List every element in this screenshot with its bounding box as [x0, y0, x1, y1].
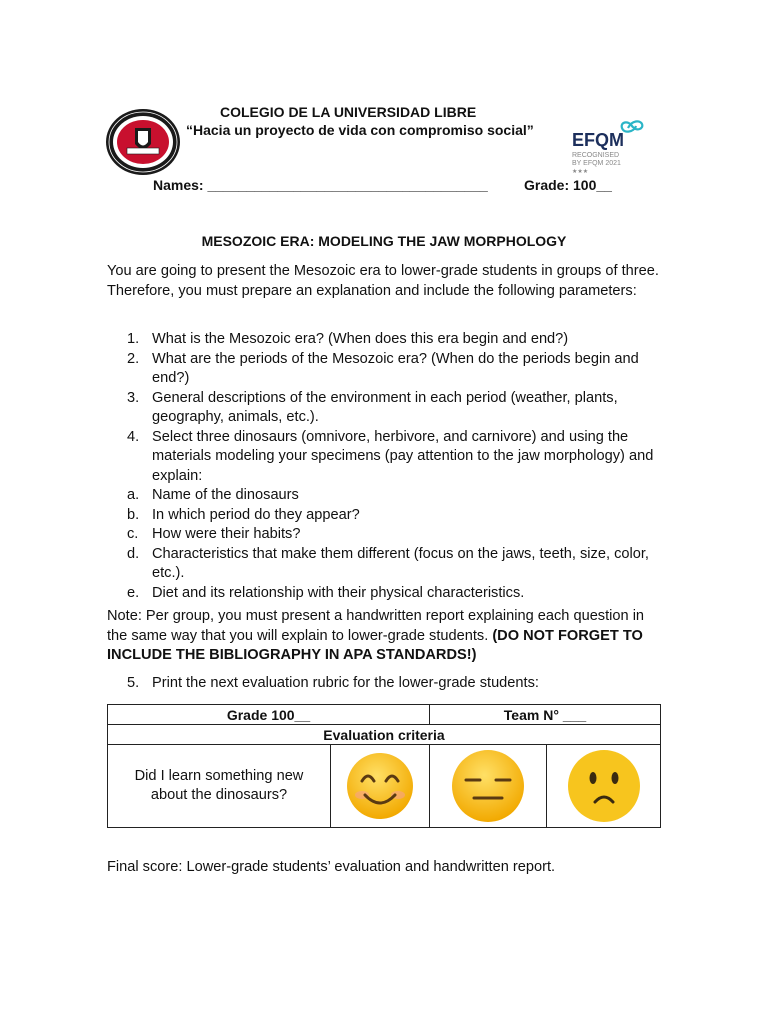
list-item — [107, 486, 667, 506]
note-paragraph — [107, 607, 667, 666]
list-marker: a. — [127, 487, 140, 503]
school-name: COLEGIO DE LA UNIVERSIDAD LIBRE — [220, 104, 477, 120]
note-bold-text: (DO NOT FORGET TO INCLUDE THE BIBLIOGRAPHY IN APA STANDARDS!) — [107, 627, 643, 663]
university-seal-logo — [105, 108, 181, 176]
list-item-text: What are the periods of the Mesozoic era? (When do the periods begin and end?) — [152, 350, 639, 386]
list-item-text: In which period do they appear? — [152, 506, 360, 523]
list-marker: 1. — [127, 331, 140, 347]
list-marker: c. — [127, 526, 139, 542]
note-text: Note: Per group, you must present a handwritten report explaining each question in the same way that you will explain to lower-grade students. — [107, 608, 645, 644]
efqm-wordmark: EFQM — [572, 130, 624, 150]
list-item-text: What is the Mesozoic era? (When does this era begin and end?) — [152, 331, 569, 347]
frowning-face-icon — [566, 748, 642, 824]
list-item — [107, 525, 667, 545]
rubric-option-sad[interactable] — [547, 745, 661, 828]
list-marker: b. — [127, 506, 140, 523]
list-marker: 2. — [127, 350, 140, 367]
grade-field[interactable]: Grade: 100__ — [524, 177, 612, 193]
school-motto: “Hacia un proyecto de vida con compromiso social” — [186, 122, 534, 138]
question-list — [107, 330, 667, 603]
list-item-text: Diet and its relationship with their physical characteristics. — [152, 584, 525, 601]
list-item — [107, 506, 667, 526]
neutral-face-icon — [450, 748, 526, 824]
rubric-criteria-header: Evaluation criteria — [108, 725, 661, 745]
evaluation-rubric-table — [107, 704, 661, 828]
efqm-stars: ★★★ — [572, 168, 589, 175]
names-field[interactable]: Names: ____________________________________ — [153, 177, 488, 193]
list-item-text: General descriptions of the environment in each period (weather, plants, geography, animals, etc.). — [152, 389, 618, 425]
list-marker: 5. — [127, 675, 140, 691]
list-marker: e. — [127, 584, 140, 601]
efqm-year-text: BY EFQM 2021 — [572, 160, 621, 167]
list-marker: 4. — [127, 428, 140, 445]
rubric-question-text: Did I learn something new about the dinosaurs? — [134, 768, 304, 803]
list-item — [107, 545, 667, 584]
list-item-text: Print the next evaluation rubric for the lower-grade students: — [152, 675, 539, 691]
intro-paragraph: You are going to present the Mesozoic era to lower-grade students in groups of three. Therefore, you must prepare an explanation and include the following parameters: — [107, 263, 659, 299]
list-item — [107, 584, 667, 604]
list-item — [107, 350, 667, 389]
list-item-text: Name of the dinosaurs — [152, 487, 299, 503]
list-marker: 3. — [127, 389, 140, 406]
efqm-logo — [570, 112, 660, 176]
list-item — [107, 330, 667, 350]
list-item — [107, 389, 667, 428]
list-marker: d. — [127, 545, 140, 562]
smiling-face-icon — [345, 751, 415, 821]
efqm-recognised-text: RECOGNISED — [572, 152, 620, 159]
list-item-text: How were their habits? — [152, 526, 301, 542]
rubric-question-cell — [108, 745, 331, 828]
rubric-option-happy[interactable] — [331, 745, 430, 828]
worksheet-title: MESOZOIC ERA: MODELING THE JAW MORPHOLOGY — [201, 233, 567, 249]
list-item — [107, 428, 667, 487]
rubric-grade-cell[interactable]: Grade 100__ — [108, 705, 430, 725]
final-score-text: Final score: Lower-grade students’ evaluation and handwritten report. — [107, 859, 556, 875]
rubric-option-neutral[interactable] — [430, 745, 547, 828]
list-item-text: Select three dinosaurs (omnivore, herbivore, and carnivore) and using the materials modeling your specimens (pay attention to the jaw morphology) and explain: — [152, 428, 654, 484]
list-item-text: Characteristics that make them different (focus on the jaws, teeth, size, color, etc.). — [152, 545, 649, 581]
rubric-team-cell[interactable]: Team N° ___ — [430, 705, 661, 725]
